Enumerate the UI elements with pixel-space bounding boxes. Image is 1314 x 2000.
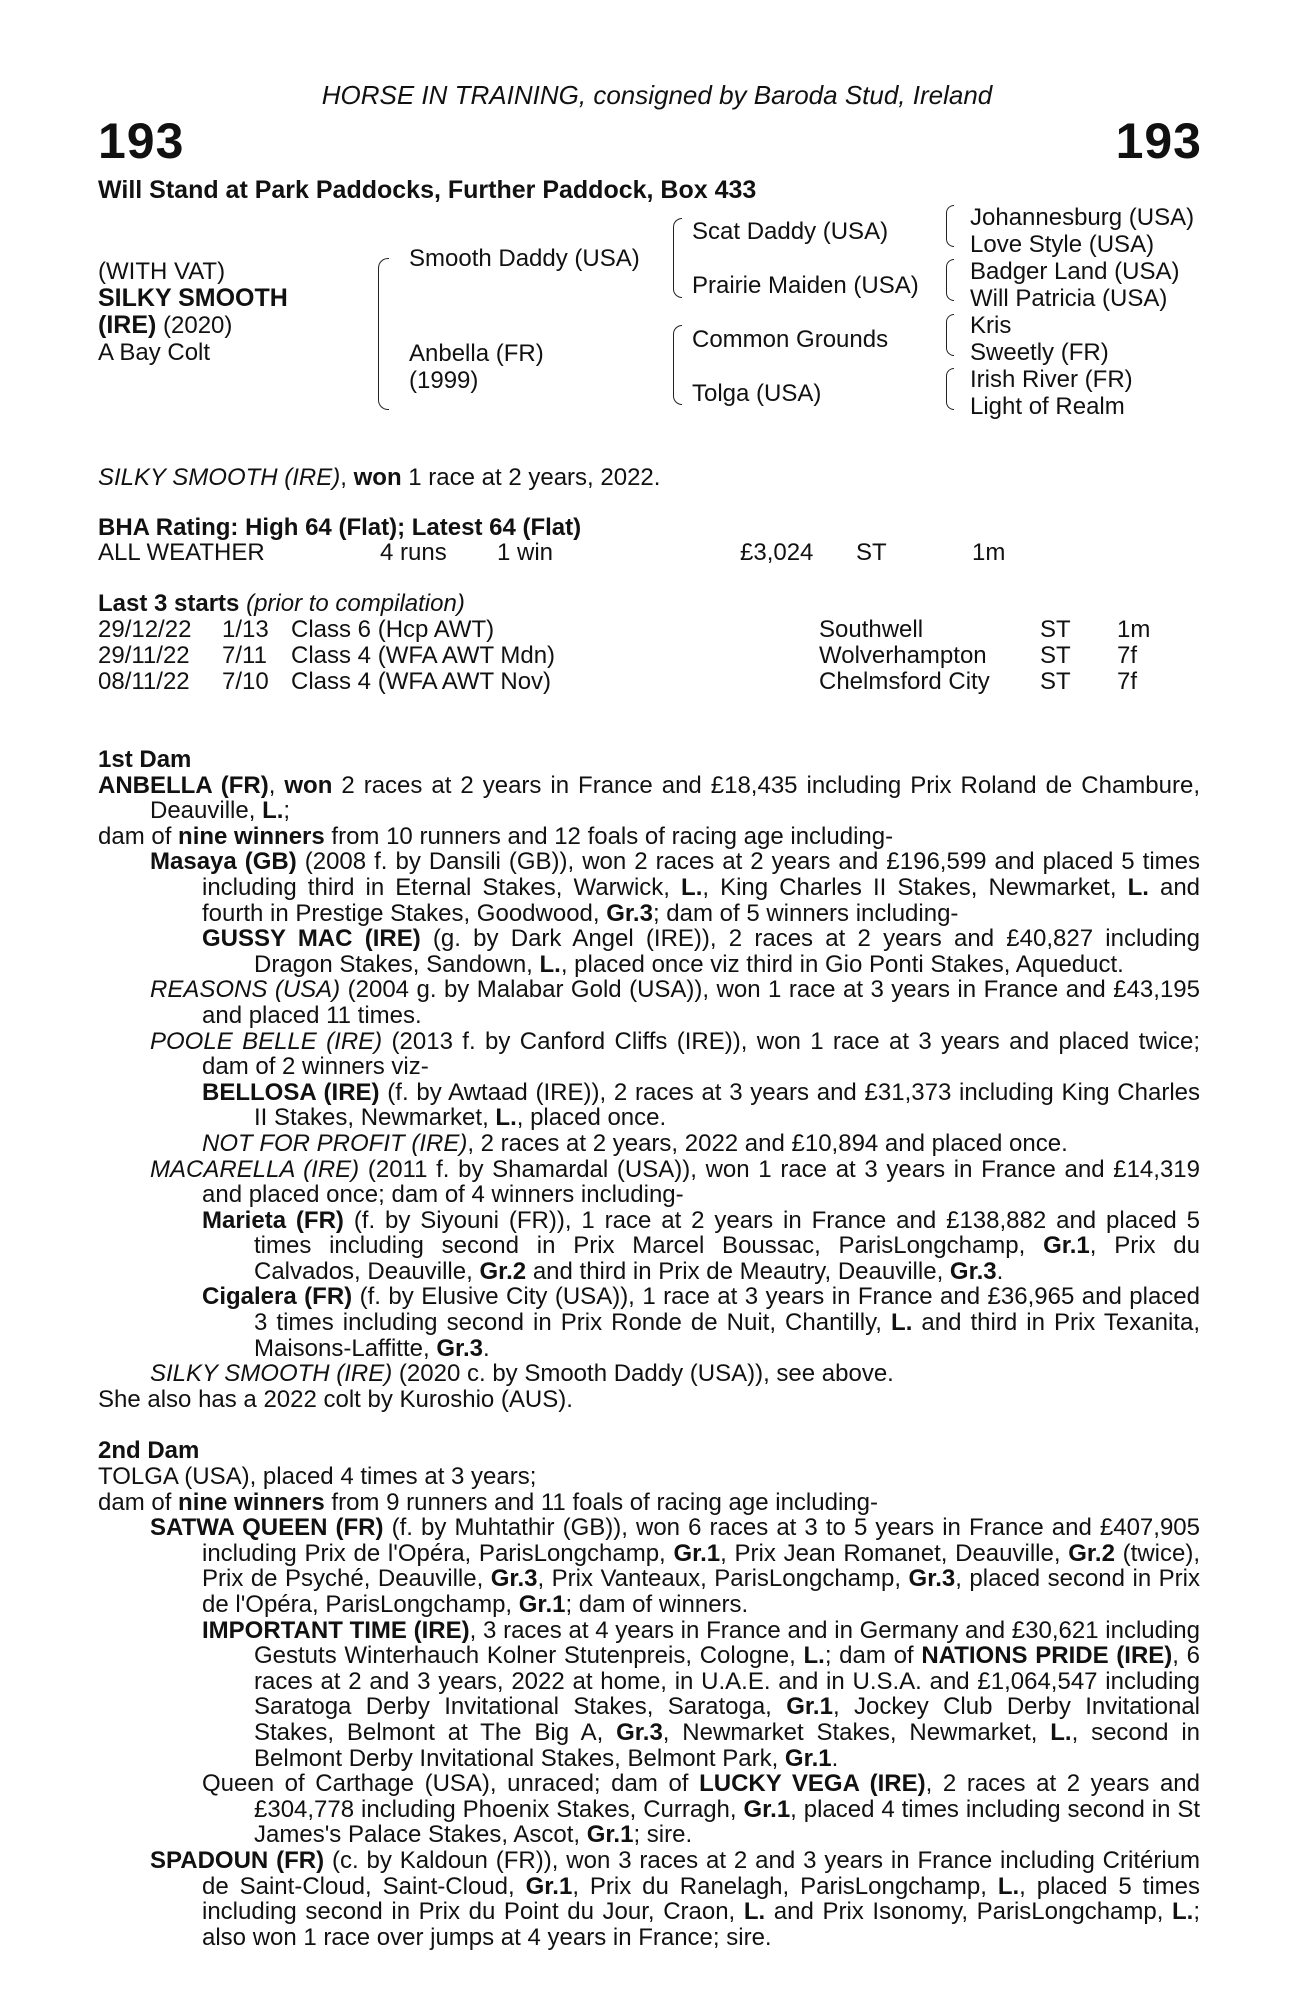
rating-surface: ALL WEATHER bbox=[98, 539, 265, 566]
start-going: ST bbox=[1040, 616, 1071, 643]
dam-details bbox=[98, 747, 1200, 1950]
last-starts-heading: Last 3 starts (prior to compilation) bbox=[98, 590, 465, 617]
vat-label: (WITH VAT) bbox=[98, 258, 226, 285]
start-going: ST bbox=[1040, 642, 1071, 669]
second-dam-produce-summary: dam of nine winners from 9 runners and 11 foals of racing age including- bbox=[98, 1488, 878, 1516]
produce-satwa-queen: SATWA QUEEN (FR) (f. by Muhtathir (GB)), won 6 races at 3 to 5 years in France and £407,905 including Prix de l'Opéra, ParisLongchamp, Gr.1, Prix Jean Romanet, Deauville, Gr.2 (twice), Prix de Psyché, Deauville, Gr.3, Prix Vanteaux, ParisLongchamp, Gr.3, placed second in Prix de l'Opéra, ParisLongchamp, Gr.1; dam of winners. bbox=[150, 1514, 1201, 1618]
horse-name-line2 bbox=[98, 312, 232, 339]
dam-dam-sire: Irish River (FR) bbox=[970, 366, 1133, 393]
sire-sire-sire: Johannesburg (USA) bbox=[970, 204, 1195, 231]
dam-dam-dam: Light of Realm bbox=[970, 393, 1125, 420]
horse-name: SILKY SMOOTH bbox=[98, 284, 288, 312]
start-race: Class 4 (WFA AWT Mdn) bbox=[291, 642, 556, 669]
start-course: Wolverhampton bbox=[819, 642, 987, 669]
pedigree-brace-1 bbox=[378, 258, 389, 410]
bha-rating-heading: BHA Rating: High 64 (Flat); Latest 64 (Flat) bbox=[98, 514, 582, 541]
start-distance: 7f bbox=[1117, 642, 1138, 669]
dam-sire-sire: Kris bbox=[970, 312, 1012, 339]
sire-dam-dam: Will Patricia (USA) bbox=[970, 285, 1168, 312]
rating-prize: £3,024 bbox=[740, 539, 814, 566]
first-dam-heading: 1st Dam bbox=[98, 746, 192, 773]
produce-silky-smooth: SILKY SMOOTH (IRE) (2020 c. by Smooth Daddy (USA)), see above. bbox=[150, 1360, 894, 1388]
pedigree-brace-3d bbox=[946, 368, 954, 410]
race-summary: SILKY SMOOTH (IRE), won 1 race at 2 years, 2022. bbox=[98, 464, 661, 491]
start-course: Southwell bbox=[819, 616, 924, 643]
dam-year: (1999) bbox=[409, 367, 479, 394]
horse-year: (2020) bbox=[163, 312, 233, 339]
sire-dam-sire: Badger Land (USA) bbox=[970, 258, 1180, 285]
rating-runs: 4 runs bbox=[380, 539, 447, 566]
produce-masaya: Masaya (GB) (2008 f. by Dansili (GB)), won 2 races at 2 years and £196,599 and placed 5 times including third in Eternal Stakes, Warwick, L., King Charles II Stakes, Newmarket, L. and fourth in Prestige Stakes, Goodwood, Gr.3; dam of 5 winners including- bbox=[150, 848, 1201, 927]
dam-sire: Common Grounds bbox=[692, 326, 889, 353]
start-date: 29/12/22 bbox=[98, 616, 192, 643]
start-race: Class 4 (WFA AWT Nov) bbox=[291, 668, 552, 695]
start-race: Class 6 (Hcp AWT) bbox=[291, 616, 495, 643]
sire-sire: Scat Daddy (USA) bbox=[692, 218, 889, 245]
produce-spadoun: SPADOUN (FR) (c. by Kaldoun (FR)), won 3 races at 2 and 3 years in France including Critérium de Saint-Cloud, Saint-Cloud, Gr.1, Prix du Ranelagh, ParisLongchamp, L., placed 5 times including second in Prix du Point du Jour, Craon, L. and Prix Isonomy, ParisLongchamp, L.; also won 1 race over jumps at 4 years in France; sire. bbox=[150, 1846, 1201, 1951]
start-date: 29/11/22 bbox=[98, 642, 190, 669]
produce-important-time: IMPORTANT TIME (IRE), 3 races at 4 years in France and in Germany and £30,621 including Gestuts Winterhauch Kolner Stutenpreis, Cologne, L.; dam of NATIONS PRIDE (IRE), 6 races at 2 and 3 years, 2022 at home, in U.A.E. and in U.S.A. and £1,064,547 including Saratoga Derby Invitational Stakes, Saratoga, Gr.1, Jockey Club Derby Invitational Stakes, Belmont at The Big A, Gr.3, Newmarket Stakes, Newmarket, L., second in Belmont Derby Invitational Stakes, Belmont Park, Gr.1. bbox=[202, 1616, 1201, 1772]
produce-note: She also has a 2022 colt by Kuroshio (AUS). bbox=[98, 1385, 573, 1413]
horse-country: (IRE) bbox=[98, 311, 157, 339]
pedigree-brace-3b bbox=[946, 259, 954, 301]
horse-description: A Bay Colt bbox=[98, 339, 211, 366]
start-distance: 7f bbox=[1117, 668, 1138, 695]
pedigree-brace-3c bbox=[946, 314, 954, 356]
produce-not-for-profit: NOT FOR PROFIT (IRE), 2 races at 2 years, 2022 and £10,894 and placed once. bbox=[202, 1129, 1068, 1157]
second-dam-heading: 2nd Dam bbox=[98, 1437, 200, 1465]
pedigree-brace-2a bbox=[673, 218, 682, 298]
start-distance: 1m bbox=[1117, 616, 1151, 643]
rating-distance: 1m bbox=[972, 539, 1006, 566]
produce-bellosa: BELLOSA (IRE) (f. by Awtaad (IRE)), 2 races at 3 years and £31,373 including King Charles II Stakes, Newmarket, L., placed once. bbox=[202, 1078, 1201, 1132]
stand-location: Will Stand at Park Paddocks, Further Paddock, Box 433 bbox=[98, 176, 757, 204]
rating-wins: 1 win bbox=[497, 539, 554, 566]
start-position: 7/11 bbox=[222, 642, 267, 669]
start-position: 7/10 bbox=[222, 668, 269, 695]
produce-cigalera: Cigalera (FR) (f. by Elusive City (USA)), 1 race at 3 years in France and £36,965 and placed 3 times including second in Prix Ronde de Nuit, Chantilly, L. and third in Prix Texanita, Maisons-Laffitte, Gr.3. bbox=[202, 1283, 1200, 1362]
start-going: ST bbox=[1040, 668, 1071, 695]
produce-marieta: Marieta (FR) (f. by Siyouni (FR)), 1 race at 2 years in France and £138,882 and placed 5 times including second in Prix Marcel Boussac, ParisLongchamp, Gr.1, Prix du Calvados, Deauville, Gr.2 and third in Prix de Meautry, Deauville, Gr.3. bbox=[202, 1206, 1201, 1285]
second-dam-entry: TOLGA (USA), placed 4 times at 3 years; bbox=[98, 1463, 537, 1491]
start-date: 08/11/22 bbox=[98, 668, 190, 695]
pedigree-brace-3a bbox=[946, 205, 954, 247]
lot-number-right: 193 bbox=[1115, 113, 1202, 169]
produce-queen-of-carthage: Queen of Carthage (USA), unraced; dam of LUCKY VEGA (IRE), 2 races at 2 years and £304,778 including Phoenix Stakes, Curragh, Gr.1, placed 4 times including second in St James's Palace Stakes, Ascot, Gr.1; sire. bbox=[202, 1770, 1201, 1849]
consignor-header: HORSE IN TRAINING, consigned by Baroda Stud, Ireland bbox=[321, 80, 993, 110]
produce-gussy-mac: GUSSY MAC (IRE) (g. by Dark Angel (IRE)), 2 races at 2 years and £40,827 including Dragon Stakes, Sandown, L., placed once viz third in Gio Ponti Stakes, Aqueduct. bbox=[202, 925, 1201, 978]
produce-reasons: REASONS (USA) (2004 g. by Malabar Gold (USA)), won 1 race at 3 years in France and £43,195 and placed 11 times. bbox=[150, 976, 1200, 1029]
pedigree-brace-2b bbox=[673, 325, 682, 405]
dam-produce-summary: dam of nine winners from 10 runners and 12 foals of racing age including- bbox=[98, 822, 894, 850]
lot-number-left: 193 bbox=[98, 113, 185, 169]
sire-sire-dam: Love Style (USA) bbox=[970, 231, 1155, 258]
produce-macarella: MACARELLA (IRE) (2011 f. by Shamardal (USA)), won 1 race at 3 years in France and £14,319 and placed once; dam of 4 winners including- bbox=[150, 1155, 1200, 1209]
first-dam-entry: ANBELLA (FR), won 2 races at 2 years in France and £18,435 including Prix Roland de Chambure, Deauville, L.; bbox=[98, 771, 1200, 825]
dam-dam: Tolga (USA) bbox=[692, 380, 822, 407]
dam: Anbella (FR) bbox=[409, 340, 544, 367]
start-course: Chelmsford City bbox=[819, 668, 990, 695]
start-position: 1/13 bbox=[222, 616, 269, 643]
dam-sire-dam: Sweetly (FR) bbox=[970, 339, 1109, 366]
sire-dam: Prairie Maiden (USA) bbox=[692, 272, 919, 299]
sire: Smooth Daddy (USA) bbox=[409, 245, 640, 272]
produce-poole-belle: POOLE BELLE (IRE) (2013 f. by Canford Cliffs (IRE)), won 1 race at 3 years and placed twice; dam of 2 winners viz- bbox=[150, 1027, 1201, 1081]
rating-going: ST bbox=[856, 539, 887, 566]
